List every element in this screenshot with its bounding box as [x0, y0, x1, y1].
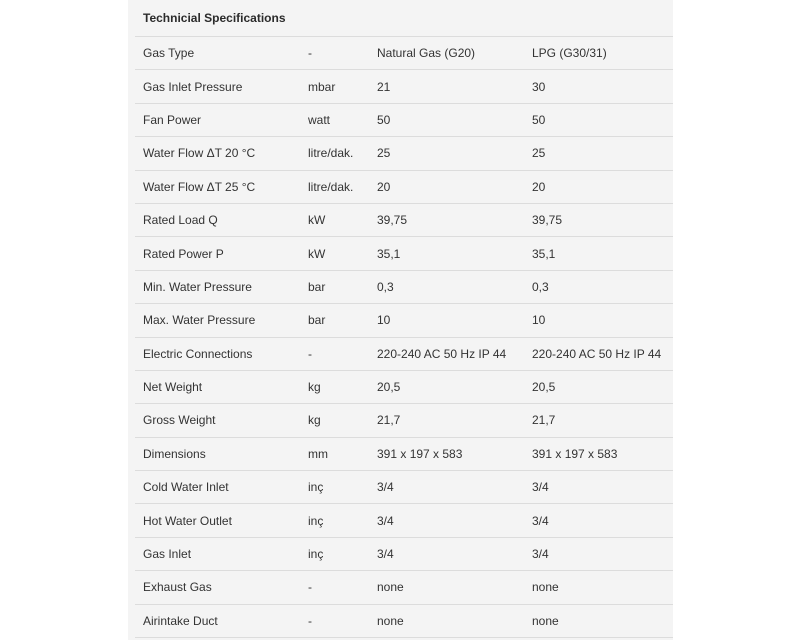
- table-row: [135, 170, 673, 203]
- spec-lpg-value: 39,75: [524, 203, 673, 236]
- spec-natural-gas-value: 0,3: [369, 270, 524, 303]
- spec-natural-gas-value: 3/4: [369, 504, 524, 537]
- spec-lpg-value: none: [524, 604, 673, 637]
- spec-unit-cell: -: [300, 37, 369, 70]
- specifications-table: [135, 36, 673, 638]
- table-row: [135, 571, 673, 604]
- spec-lpg-value: 20,5: [524, 370, 673, 403]
- specifications-panel: [128, 0, 673, 640]
- spec-unit-cell: kW: [300, 203, 369, 236]
- spec-unit-cell: kg: [300, 404, 369, 437]
- spec-natural-gas-value: 39,75: [369, 203, 524, 236]
- spec-lpg-value: LPG (G30/31): [524, 37, 673, 70]
- spec-natural-gas-value: 50: [369, 103, 524, 136]
- spec-unit-cell: watt: [300, 103, 369, 136]
- spec-name-cell: Rated Load Q: [135, 203, 300, 236]
- spec-lpg-value: 50: [524, 103, 673, 136]
- spec-natural-gas-value: 391 x 197 x 583: [369, 437, 524, 470]
- spec-name-cell: Rated Power P: [135, 237, 300, 270]
- spec-name-cell: Max. Water Pressure: [135, 304, 300, 337]
- table-row: [135, 304, 673, 337]
- table-row: [135, 103, 673, 136]
- spec-lpg-value: 220-240 AC 50 Hz IP 44: [524, 337, 673, 370]
- spec-name-cell: Water Flow ΔT 20 °C: [135, 137, 300, 170]
- spec-natural-gas-value: 21,7: [369, 404, 524, 437]
- spec-name-cell: Hot Water Outlet: [135, 504, 300, 537]
- table-header-row: [135, 0, 300, 37]
- table-title: Technicial Specifications: [143, 11, 286, 25]
- spec-name-cell: Gas Inlet: [135, 537, 300, 570]
- table-row: [135, 203, 673, 236]
- table-row: [135, 537, 673, 570]
- table-row: [135, 404, 673, 437]
- table-row: [135, 70, 673, 103]
- spec-lpg-value: 20: [524, 170, 673, 203]
- spec-natural-gas-value: 3/4: [369, 537, 524, 570]
- table-row: [135, 270, 673, 303]
- spec-unit-cell: inç: [300, 471, 369, 504]
- spec-name-cell: Water Flow ΔT 25 °C: [135, 170, 300, 203]
- spec-name-cell: Cold Water Inlet: [135, 471, 300, 504]
- table-row: [135, 137, 673, 170]
- spec-unit-cell: -: [300, 337, 369, 370]
- spec-name-cell: Gas Type: [135, 37, 300, 70]
- spec-unit-cell: bar: [300, 304, 369, 337]
- table-row: [135, 370, 673, 403]
- spec-natural-gas-value: 20,5: [369, 370, 524, 403]
- spec-unit-cell: kg: [300, 370, 369, 403]
- table-row: [135, 437, 673, 470]
- spec-lpg-value: 35,1: [524, 237, 673, 270]
- spec-natural-gas-value: 25: [369, 137, 524, 170]
- spec-lpg-value: 391 x 197 x 583: [524, 437, 673, 470]
- spec-unit-cell: mm: [300, 437, 369, 470]
- spec-unit-cell: litre/dak.: [300, 137, 369, 170]
- spec-name-cell: Net Weight: [135, 370, 300, 403]
- spec-natural-gas-value: 10: [369, 304, 524, 337]
- spec-unit-cell: bar: [300, 270, 369, 303]
- spec-unit-cell: kW: [300, 237, 369, 270]
- spec-lpg-value: none: [524, 571, 673, 604]
- table-row: [135, 471, 673, 504]
- spec-lpg-value: 10: [524, 304, 673, 337]
- spec-unit-cell: mbar: [300, 70, 369, 103]
- spec-unit-cell: inç: [300, 537, 369, 570]
- spec-natural-gas-value: 220-240 AC 50 Hz IP 44: [369, 337, 524, 370]
- spec-unit-cell: -: [300, 604, 369, 637]
- spec-name-cell: Gross Weight: [135, 404, 300, 437]
- spec-name-cell: Dimensions: [135, 437, 300, 470]
- spec-name-cell: Airintake Duct: [135, 604, 300, 637]
- spec-lpg-value: 25: [524, 137, 673, 170]
- spec-natural-gas-value: 35,1: [369, 237, 524, 270]
- spec-natural-gas-value: 21: [369, 70, 524, 103]
- spec-name-cell: Min. Water Pressure: [135, 270, 300, 303]
- table-row: [135, 37, 673, 70]
- spec-name-cell: Gas Inlet Pressure: [135, 70, 300, 103]
- spec-natural-gas-value: 3/4: [369, 471, 524, 504]
- spec-lpg-value: 0,3: [524, 270, 673, 303]
- spec-lpg-value: 3/4: [524, 537, 673, 570]
- spec-unit-cell: litre/dak.: [300, 170, 369, 203]
- table-row: [135, 504, 673, 537]
- spec-lpg-value: 30: [524, 70, 673, 103]
- spec-natural-gas-value: 20: [369, 170, 524, 203]
- spec-lpg-value: 21,7: [524, 404, 673, 437]
- spec-unit-cell: -: [300, 571, 369, 604]
- spec-natural-gas-value: none: [369, 571, 524, 604]
- spec-natural-gas-value: Natural Gas (G20): [369, 37, 524, 70]
- spec-name-cell: Exhaust Gas: [135, 571, 300, 604]
- spec-lpg-value: 3/4: [524, 471, 673, 504]
- table-row: [135, 237, 673, 270]
- spec-name-cell: Electric Connections: [135, 337, 300, 370]
- specifications-table-body: [135, 37, 673, 638]
- spec-natural-gas-value: none: [369, 604, 524, 637]
- table-row: [135, 337, 673, 370]
- spec-lpg-value: 3/4: [524, 504, 673, 537]
- spec-unit-cell: inç: [300, 504, 369, 537]
- table-row: [135, 604, 673, 637]
- spec-name-cell: Fan Power: [135, 103, 300, 136]
